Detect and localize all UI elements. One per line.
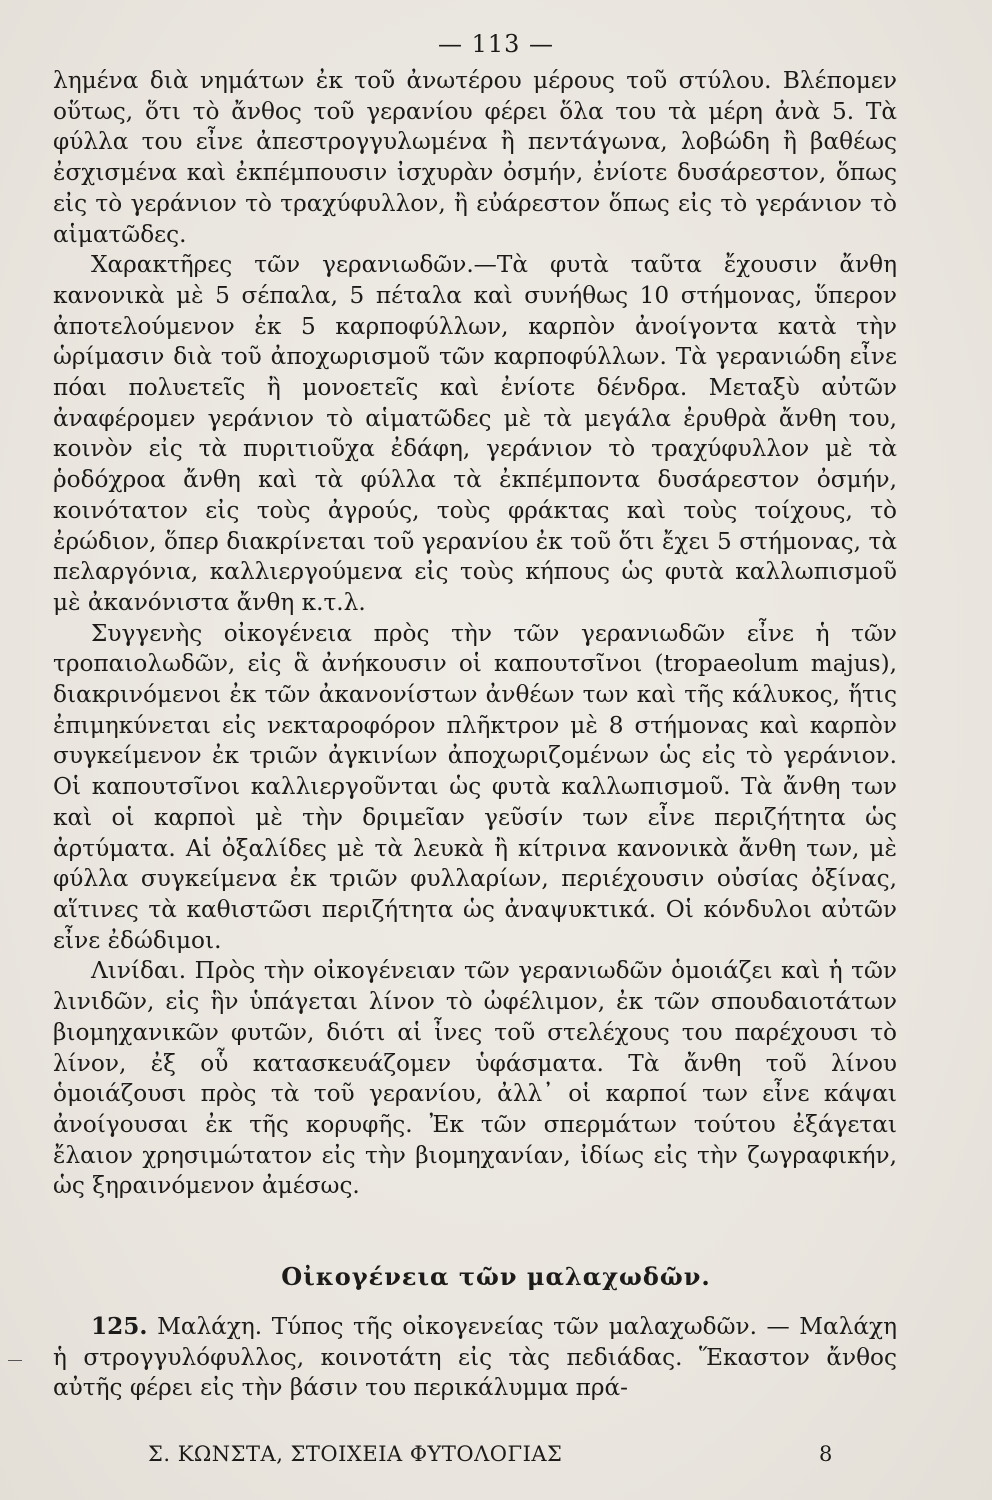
- paragraph-geraniaceae-characters: Χαρακτῆρες τῶν γερανιωδῶν.—Τὰ φυτὰ ταῦτα ἔχουσιν ἄνθη κανονικὰ μὲ 5 σέπαλα, 5 πέταλα καὶ συνήθως 10 στήμονας, ὕπερον ἀποτελούμενον ἐκ 5 καρποφύλλων, καρπὸν ἀνοίγοντα κατὰ τὴν ὡρίμασιν διὰ τοῦ ἀποχωρισμοῦ τῶν καρποφύλλων. Τὰ γερανιώδη εἶνε πόαι πολυετεῖς ἢ μονοετεῖς καὶ ἐνίοτε δένδρα. Μεταξὺ αὐτῶν ἀναφέρομεν γεράνιον τὸ αἱματῶδες μὲ τὰ μεγάλα ἐρυθρὰ ἄνθη του, κοινὸν εἰς τὰ πυριτιοῦχα ἐδάφη, γεράνιον τὸ τραχύφυλλον μὲ τὰ ῥοδόχροα ἄνθη καὶ τὰ φύλλα τὰ ἐκπέμποντα δυσάρεστον ὀσμήν, κοινότατον εἰς τοὺς ἀγρούς, τοὺς φράκτας καὶ τοὺς τοίχους, τὸ ἐρώδιον, ὅπερ διακρίνεται τοῦ γερανίου ἐκ τοῦ ὅτι ἔχει 5 στήμονας, τὰ πελαργόνια, καλλιεργούμενα εἰς τοὺς κήπους ὡς φυτὰ καλλωπισμοῦ μὲ ἀκανόνιστα ἄνθη κ.τ.λ.: [53, 251, 897, 616]
- section-text: Μαλάχη. Τύπος τῆς οἰκογενείας τῶν μαλαχωδῶν. — Μαλάχη ἡ στρογγυλόφυλλος, κοινοτάτη εἰς τὰς πεδιάδας. Ἕκαστον ἄνθος αὐτῆς φέρει εἰς τὴν βάσιν του περικάλυμμα πρά-: [53, 1313, 897, 1402]
- paragraph-tropaeolaceae: Συγγενὴς οἰκογένεια πρὸς τὴν τῶν γερανιωδῶν εἶνε ἡ τῶν τροπαιολωδῶν, εἰς ἃ ἀνήκουσιν οἱ καπουτσῖνοι (tropaeolum majus), διακρινόμενοι ἐκ τῶν ἀκανονίστων ἀνθέων των καὶ τῆς κάλυκος, ἥτις ἐπιμηκύνεται εἰς νεκταροφόρον πλῆκτρον μὲ 8 στήμονας καὶ καρπὸν συγκείμενον ἐκ τριῶν ἀγκινίων ἀποχωριζομένων ὡς εἰς τὸ γεράνιον. Οἱ καπουτσῖνοι καλλιεργοῦνται ὡς φυτὰ καλλωπισμοῦ. Τὰ ἄνθη των καὶ οἱ καρποὶ μὲ τὴν δριμεῖαν γεῦσίν των εἶνε περιζήτητα ὡς ἀρτύματα. Αἱ ὀξαλίδες μὲ τὰ λευκὰ ἢ κίτρινα κανονικὰ ἄνθη των, μὲ φύλλα συγκείμενα ἐκ τριῶν φυλλαρίων, περιέχουσιν οὐσίας ὀξίνας, αἵτινες τὰ καθιστῶσι περιζήτητα ὡς ἀναψυκτικά. Οἱ κόνδυλοι αὐτῶν εἶνε ἐδώδιμοι.: [53, 619, 897, 954]
- margin-dash-mark: [8, 1360, 22, 1361]
- section-heading: Οἰκογένεια τῶν μαλαχωδῶν.: [281, 1262, 711, 1291]
- body-text-top: [53, 66, 897, 1202]
- body-text-bottom: [53, 1312, 897, 1404]
- paragraph-linaceae: Λινίδαι. Πρὸς τὴν οἰκογένειαν τῶν γερανιωδῶν ὁμοιάζει καὶ ἡ τῶν λινιδῶν, εἰς ἣν ὑπάγεται λίνον τὸ ὠφέλιμον, ἐκ τῶν σπουδαιοτάτων βιομηχανικῶν φυτῶν, διότι αἱ ἶνες τοῦ στελέχους του παρέχουσι τὸ λίνον, ἐξ οὗ κατασκευάζομεν ὑφάσματα. Τὰ ἄνθη τοῦ λίνου ὁμοιάζουσι πρὸς τὰ τοῦ γερανίου, ἀλλ᾽ οἱ καρποί των εἶνε κάψαι ἀνοίγουσαι ἐκ τῆς κορυφῆς. Ἐκ τῶν σπερμάτων τούτου ἐξάγεται ἔλαιον χρησιμώτατον εἰς τὴν βιομηχανίαν, ἰδίως εἰς τὴν ζωγραφικήν, ὡς ξηραινόμενον ἀμέσως.: [53, 957, 897, 1200]
- section-number: 125.: [91, 1313, 148, 1340]
- paragraph-malvaceae: [53, 1312, 897, 1404]
- page-footer: Σ. ΚΩΝΣΤΑ, ΣΤΟΙΧΕΙΑ ΦΥΤΟΛΟΓΙΑΣ: [148, 1442, 563, 1466]
- signature-mark: 8: [819, 1442, 833, 1466]
- paragraph-continuation: λημένα διὰ νημάτων ἐκ τοῦ ἀνωτέρου μέρους τοῦ στύλου. Βλέπομεν οὕτως, ὅτι τὸ ἄνθος τοῦ γερανίου φέρει ὅλα του τὰ μέρη ἀνὰ 5. Τὰ φύλλα του εἶνε ἀπεστρογγυλωμένα ἢ πεντάγωνα, λοβώδη ἢ βαθέως ἐσχισμένα καὶ ἐκπέμπουσιν ἰσχυρὰν ὀσμήν, ἐνίοτε δυσάρεστον, ὅπως εἰς τὸ γεράνιον τὸ τραχύφυλλον, ἢ εὐάρεστον ὅπως εἰς τὸ γεράνιον τὸ αἱματῶδες.: [53, 67, 897, 248]
- page-number: — 113 —: [437, 30, 555, 58]
